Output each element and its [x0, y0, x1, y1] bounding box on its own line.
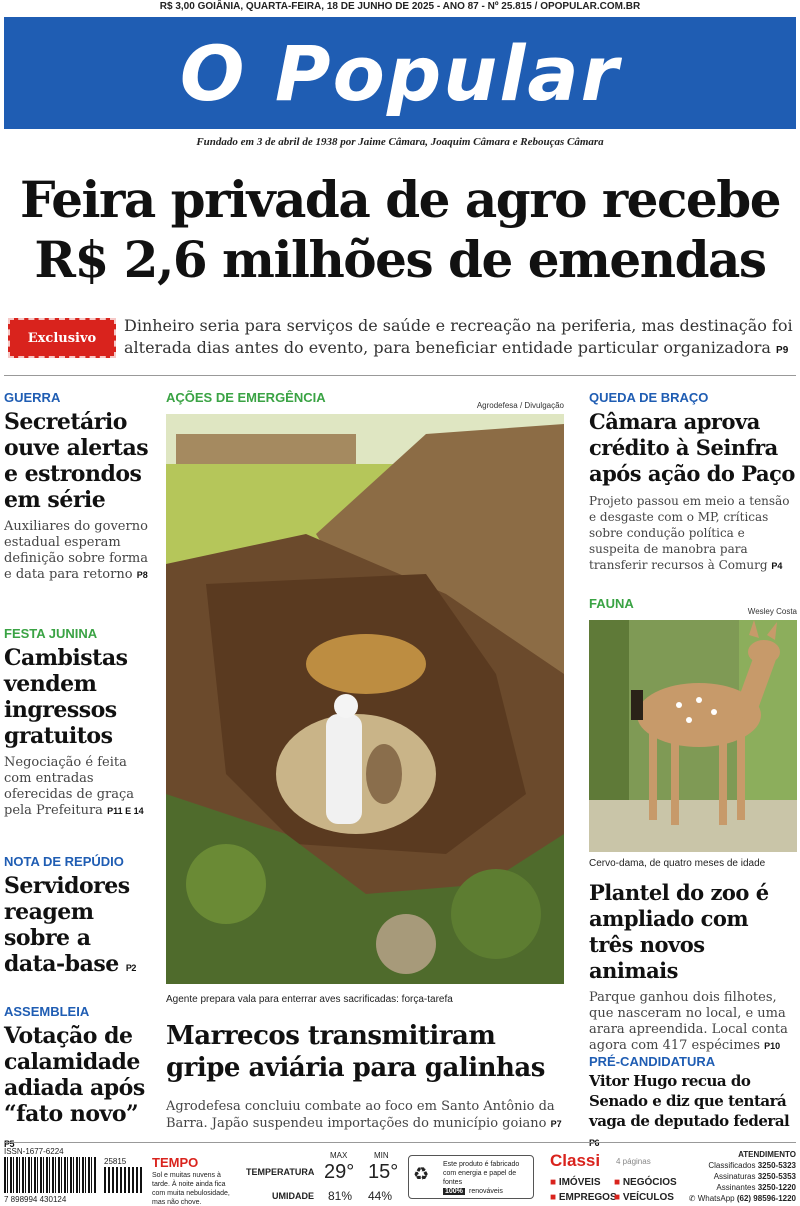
story-headline-text: Votação de calamidade adiada após “fato novo”	[4, 1023, 145, 1127]
deer-illustration	[589, 620, 797, 852]
center-headline: Marrecos transmitiram gripe aviária para galinhas	[166, 1021, 545, 1083]
story-headline: Cambistas vendem ingressos gratuitos	[4, 645, 128, 749]
founded-line: Fundado em 3 de abril de 1938 por Jaime Câmara, Joaquim Câmara e Rebouças Câmara	[196, 136, 604, 148]
story-page-ref: P4	[771, 561, 783, 571]
classi-negocios[interactable]: ■ NEGÓCIOS	[614, 1177, 677, 1188]
newspaper-logo: O Popular	[179, 28, 621, 118]
story-page-ref: P5	[4, 1139, 15, 1149]
story-page-ref: P2	[125, 963, 136, 973]
lead-headline	[0, 170, 800, 290]
lead-headline-line1: Feira privada de agro recebe	[19, 170, 781, 229]
divider	[4, 375, 796, 376]
weather-text: Sol e muitas nuvens à tarde. À noite ainda fica com muita nebulosidade, mas não chove.	[152, 1172, 230, 1206]
left-column	[4, 390, 154, 1157]
story-kicker: PRÉ-CANDIDATURA	[589, 1054, 716, 1069]
photo-credit: Agrodefesa / Divulgação	[476, 401, 564, 410]
story-headline: Plantel do zoo é ampliado com três novos animais	[589, 880, 769, 983]
emergency-photo	[166, 414, 564, 984]
story-headline: Câmara aprova crédito à Seinfra após ação do Paço	[589, 409, 795, 486]
recycle-text: Este produto é fabricado com energia e papel de fontes	[443, 1161, 520, 1186]
recycle-box	[408, 1155, 534, 1199]
recycle-tail: renováveis	[469, 1188, 503, 1195]
min-humidity: 44%	[368, 1189, 393, 1203]
max-humidity: 81%	[328, 1189, 353, 1203]
contacts	[684, 1149, 796, 1204]
story-page-ref: P6	[589, 1138, 600, 1148]
story-text-body: Parque ganhou dois filhotes, que nasceram no local, e uma arara apreendida. Local conta agora com 417 espécimes	[589, 990, 788, 1053]
whatsapp-icon: ✆	[688, 1194, 696, 1203]
recycle-icon: ♻	[413, 1164, 430, 1184]
lead-deck	[124, 315, 796, 362]
weather-title: TEMPO	[152, 1155, 199, 1170]
story-text	[589, 493, 797, 574]
issue-barcode	[104, 1167, 142, 1193]
right-column	[589, 390, 797, 1148]
lead-deck-text: Dinheiro seria para serviços de saúde e recreação na periferia, mas destinação foi alterada dias antes do evento, para beneficiar entidade particular organizadora	[124, 316, 793, 357]
barcode-number: 7 898994 430124	[4, 1195, 67, 1204]
story-headline	[4, 1023, 154, 1157]
story-headline-text: Servidores reagem sobre a data-base	[4, 873, 130, 977]
center-text	[166, 1098, 564, 1133]
story-kicker: GUERRA	[4, 390, 61, 405]
edition-info-bar: R$ 3,00 GOIÂNIA, QUARTA-FEIRA, 18 DE JUNHO DE 2025 - ANO 87 - Nº 25.815 / OPOPULAR.COM.BR	[159, 1, 641, 12]
footer	[4, 1142, 796, 1206]
issue-code: 25815	[104, 1157, 127, 1166]
exclusive-badge: Exclusivo	[8, 318, 116, 358]
story-page-ref: P11 E 14	[107, 806, 144, 816]
min-label: MIN	[374, 1151, 389, 1160]
fauna-photo-credit: Wesley Costa	[747, 607, 797, 616]
center-column	[166, 390, 564, 1131]
photo-caption: Agente prepara vala para enterrar aves sacrificadas: força-tarefa	[166, 994, 453, 1005]
story-text	[4, 755, 154, 819]
fauna-kicker: FAUNA	[589, 596, 634, 611]
trench-illustration	[166, 414, 564, 984]
masthead	[4, 17, 796, 129]
story-text-body: Projeto passou em meio a tensão e desgaste com o MP, críticas sobre condução política e suspeita de manobra para transferir recursos à Comurg	[589, 494, 790, 572]
deer-photo	[589, 620, 797, 852]
story-text	[4, 519, 154, 583]
lead-page-ref: P9	[776, 345, 789, 356]
humidity-label: UMIDADE	[272, 1191, 314, 1201]
max-temperature: 29°	[324, 1161, 355, 1183]
story-headline-text: Vitor Hugo recua do Senado e diz que tentará vaga de deputado federal	[589, 1072, 790, 1130]
story-festa-junina	[4, 626, 154, 854]
temperature-label: TEMPERATURA	[246, 1167, 315, 1177]
pre-candidatura-story	[589, 1054, 797, 1153]
contact-assinaturas: Assinaturas 3250-5353	[713, 1172, 796, 1181]
story-page-ref: P8	[136, 570, 148, 580]
story-kicker: QUEDA DE BRAÇO	[589, 390, 709, 405]
min-temperature: 15°	[368, 1161, 399, 1183]
max-label: MAX	[330, 1151, 348, 1160]
recycle-badge: 100%	[445, 1188, 463, 1195]
story-guerra	[4, 390, 154, 626]
classi-title: Classi	[550, 1151, 601, 1170]
contact-whatsapp: ✆ WhatsApp (62) 98596-1220	[688, 1194, 796, 1203]
story-headline: Secretário ouve alertas e estrondos em série	[4, 409, 149, 513]
story-nota-repudio	[4, 854, 154, 1004]
contact-classificados: Classificados 3250-5323	[708, 1161, 796, 1170]
classi-imoveis[interactable]: ■ IMÓVEIS	[550, 1177, 601, 1188]
center-page-ref: P7	[550, 1119, 562, 1129]
story-headline	[589, 1071, 797, 1153]
center-text-body: Agrodefesa concluiu combate ao foco em Santo Antônio da Barra. Japão suspendeu importações do município goiano	[166, 1099, 555, 1131]
story-page-ref: P10	[764, 1041, 781, 1051]
story-assembleia	[4, 1004, 154, 1157]
story-text	[589, 990, 797, 1054]
story-headline	[4, 873, 154, 981]
fauna-caption: Cervo-dama, de quatro meses de idade	[589, 858, 766, 869]
story-text-body: Negociação é feita com entradas oferecidas de graça pela Prefeitura	[4, 755, 135, 818]
story-kicker: ASSEMBLEIA	[4, 1004, 90, 1019]
fauna-block	[589, 596, 797, 869]
issn: ISSN-1677-6224	[4, 1147, 64, 1156]
lead-headline-line2: R$ 2,6 milhões de emendas	[34, 230, 766, 289]
classi-veiculos[interactable]: ■ VEÍCULOS	[614, 1192, 674, 1203]
story-text-body: Auxiliares do governo estadual esperam definição sobre forma e data para retorno	[4, 519, 148, 582]
classi-pages: 4 páginas	[616, 1157, 651, 1166]
story-kicker: NOTA DE REPÚDIO	[4, 854, 124, 869]
center-kicker: AÇÕES DE EMERGÊNCIA	[166, 390, 326, 405]
classi-empregos[interactable]: ■ EMPREGOS	[550, 1192, 617, 1203]
zoo-story	[589, 880, 797, 1054]
barcode	[4, 1157, 96, 1193]
contact-atendimento: ATENDIMENTO	[738, 1150, 796, 1159]
story-kicker: FESTA JUNINA	[4, 626, 98, 641]
contact-assinantes: Assinantes 3250-1220	[716, 1183, 796, 1192]
